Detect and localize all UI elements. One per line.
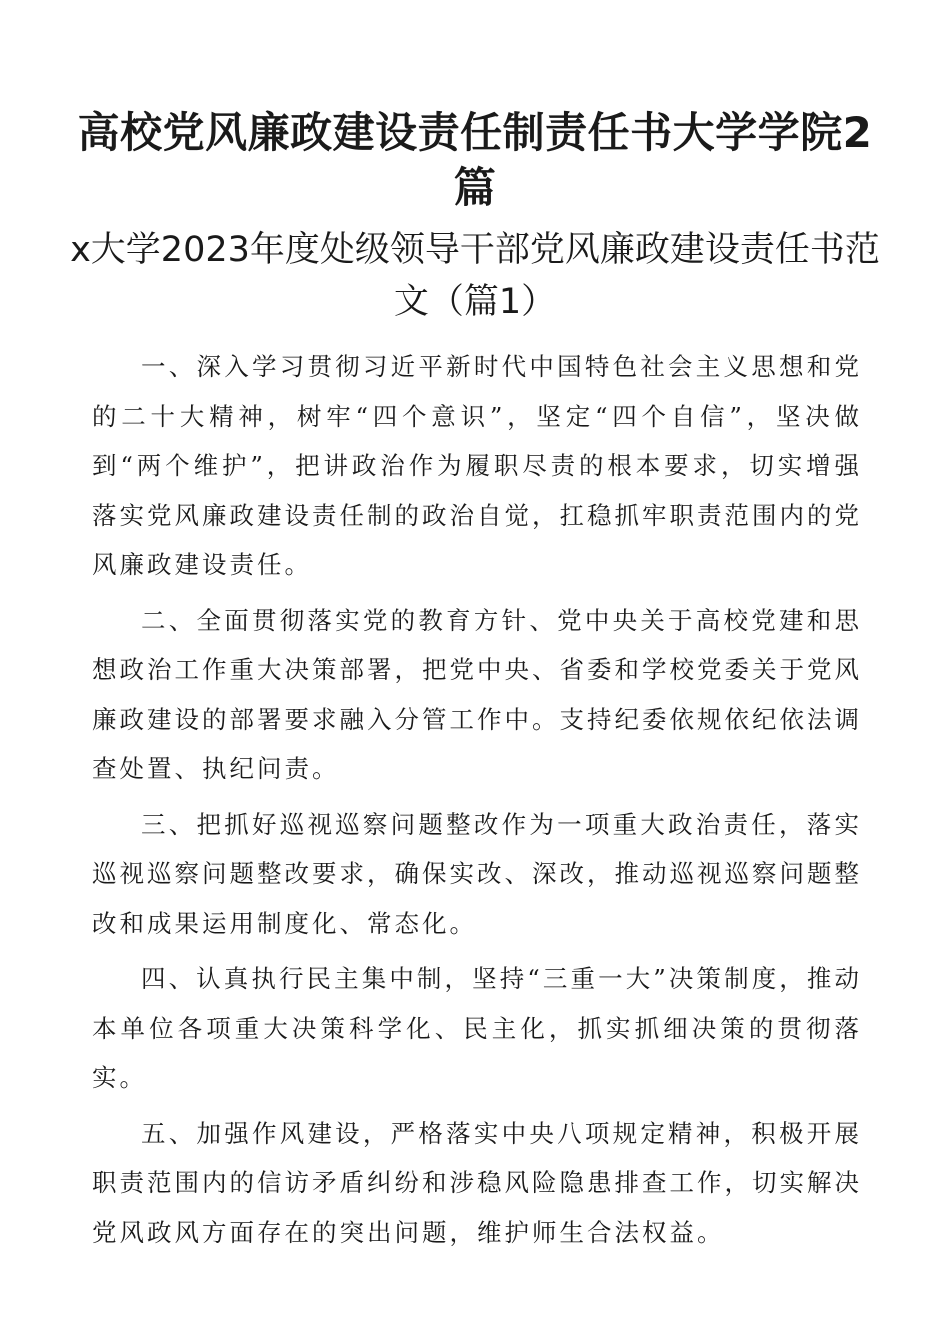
paragraph-2: 二、全面贯彻落实党的教育方针、党中央关于高校党建和思想政治工作重大决策部署，把党中央、省委和学校党委关于党风廉政建设的部署要求融入分管工作中。支持纪委依规依纪依法调查处置、执纪问责。 (92, 605, 862, 783)
document-title: 高校党风廉政建设责任制责任书大学学院2篇 (77, 108, 873, 212)
paragraph-4: 四、认真执行民主集中制，坚持“三重一大”决策制度，推动本单位各项重大决策科学化、民主化，抓实抓细决策的贯彻落实。 (92, 964, 862, 1092)
paragraph-3: 三、把抓好巡视巡察问题整改作为一项重大政治责任，落实巡视巡察问题整改要求，确保实改、深改，推动巡视巡察问题整改和成果运用制度化、常态化。 (92, 809, 862, 938)
paragraph-1: 一、深入学习贯彻习近平新时代中国特色社会主义思想和党的二十大精神，树牢“四个意识”，坚定“四个自信”，坚决做到“两个维护”，把讲政治作为履职尽责的根本要求，切实增强落实党风廉政建设责任制的政治自觉，扛稳抓牢职责范围内的党风廉政建设责任。 (92, 352, 862, 579)
paragraph-5: 五、加强作风建设，严格落实中央八项规定精神，积极开展职责范围内的信访矛盾纠纷和涉稳风险隐患排查工作，切实解决党风政风方面存在的突出问题，维护师生合法权益。 (92, 1118, 862, 1247)
document-subtitle: x大学2023年度处级领导干部党风廉政建设责任书范文（篇1） (70, 230, 880, 322)
document-body (92, 342, 862, 1263)
